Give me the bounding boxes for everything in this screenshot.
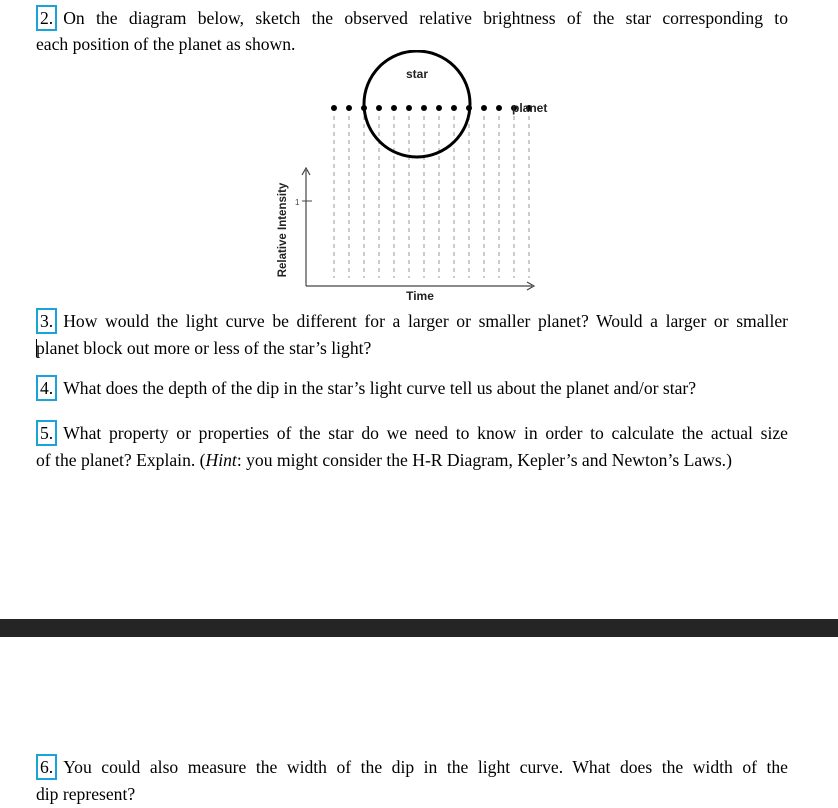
y-axis-label: Relative Intensity [277,182,289,278]
question-4-text: What does the depth of the dip in the star’s light curve tell us about the planet and/or star? [63,378,697,398]
question-5-text-2a: of the planet? Explain. ( [36,450,206,470]
page-break-gap [0,619,838,637]
planet-dot [406,105,412,111]
question-3-text-2: planet block out more or less of the star’s light? [36,338,372,358]
question-6-line-2: dip represent? [36,784,136,804]
question-2-text: On the diagram below, sketch the observed relative brightness of the star corresponding to [63,8,788,28]
document-page-2 [0,637,838,803]
question-5-text-2b: : you might consider the H-R Diagram, Kepler’s and Newton’s Laws.) [236,450,732,470]
question-3-text: How would the light curve be different for a larger or smaller planet? Would a larger or smaller [63,311,788,331]
planet-dot [481,105,487,111]
planet-dot [436,105,442,111]
question-2-line-1 [36,5,788,32]
question-3-number: 3. [36,308,57,334]
question-5-line-1 [36,420,788,447]
planet-dot [391,105,397,111]
question-6-line-1 [36,754,788,781]
star-label: star [405,67,429,81]
planet-dot [361,105,367,111]
planet-dot [496,105,502,111]
question-5-text: What property or properties of the star do we need to know in order to calculate the actual size [63,423,788,443]
position-guide-lines [334,116,529,278]
question-3-line-1 [36,308,788,335]
question-2-line-2: each position of the planet as shown. [36,34,296,54]
question-6-text: You could also measure the width of the dip in the light curve. What does the width of the [63,757,788,777]
question-5-hint: Hint [205,450,237,470]
transit-diagram [270,50,560,306]
x-axis-label: Time [406,289,434,303]
planet-dot [331,105,337,111]
planet-dot [466,105,472,111]
planet-dot [346,105,352,111]
question-5-number: 5. [36,420,57,446]
planet-label: planet [512,101,548,115]
planet-dot [421,105,427,111]
question-6-number: 6. [36,754,57,780]
question-2-number: 2. [36,5,57,31]
question-4-line-1 [36,375,788,402]
planet-dot [451,105,457,111]
question-3-line-2 [36,335,788,362]
planet-dot [376,105,382,111]
question-4-number: 4. [36,375,57,401]
planet-positions [331,105,532,111]
y-tick-label: 1 [295,198,300,207]
question-5-line-2 [36,447,788,474]
